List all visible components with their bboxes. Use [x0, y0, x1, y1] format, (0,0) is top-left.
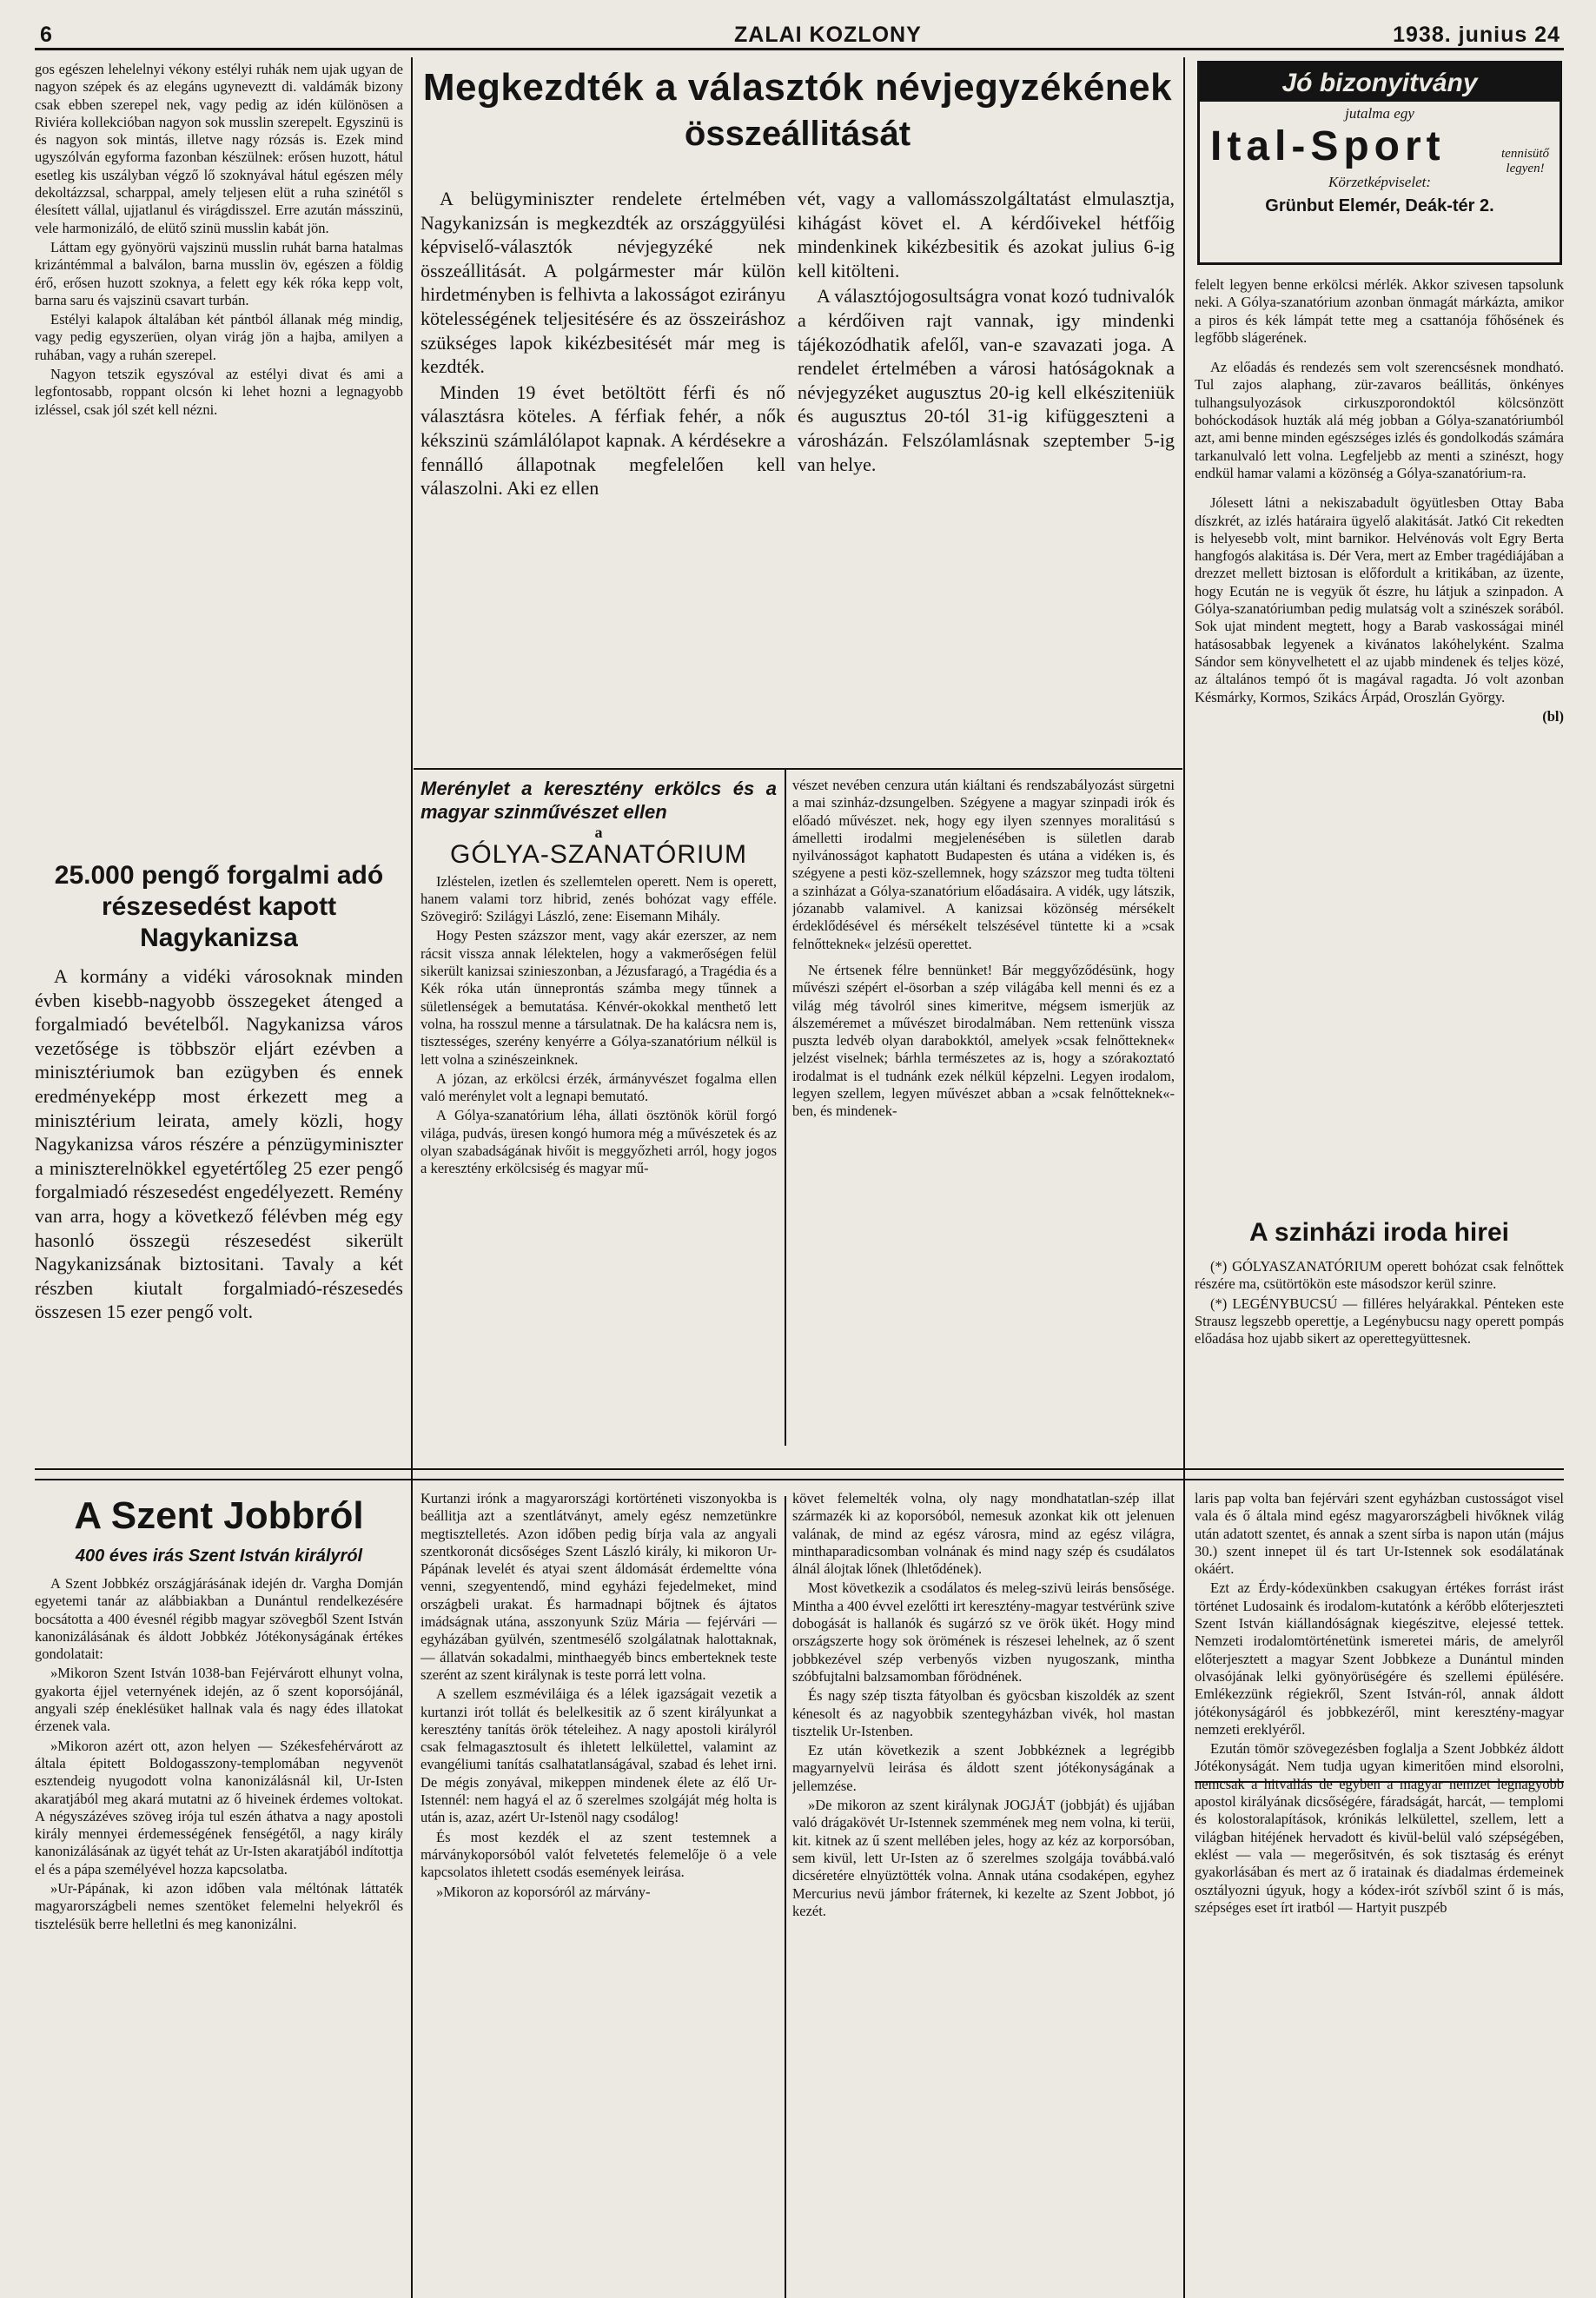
fashion-paragraph: gos egészen lehelelnyi vékony estélyi ruhák nem ujak ugyan de nagyon szépek és az elegáns ugyneveztt di. valdámák bizony csak ebben szerepel nek, vagy pedig az idén különösen a Riviéra kollekcióban nagyon sok musslin szerepelt. Egyszinü is és nagyon sok mintás, illetve nagy rózsás is. Ezek mind ugyszólván egyforma fazonban készülnek: erősen huzott, hátul esetleg kis uszályban végző lő szoknyával hátul egészen mély dekoltázzsal, scharppal, amely teljesen elüt a ruha szinétől s élesített vállal, ujjatlanul és virágdisszel. Erre azután másszinü, vele harmonizáló, de elütő szinü musslin kabát jön. — [35, 61, 403, 236]
section-rule — [35, 1468, 1564, 1470]
theatre-review-continued — [1195, 276, 1564, 1362]
ad-subtitle: jutalma egy — [1345, 105, 1414, 122]
column-rule — [785, 1496, 786, 2298]
review-paragraph: Az előadás és rendezés sem volt szerencsésnek mondható. Tul zajos alaphang, zür-zavaros beállitás, önkényes tulhangsulyozások cirkuszporondoktól kölcsönzött bohóckodások huzták alá még jobban a Gólya-szanatóriumból azt, ami benne minden egészséges izlés és gondolkodás számára tarkanulvaló lett volna. Legfeljebb az menti a szinészt, hogy endkül hamar valami a közönség a Gólya-szanatórium-ra. — [1195, 359, 1564, 481]
jobb-paragraph: »Mikoron azért ott, azon helyen — Székesfehérvárott az általa épitett Boldogasszony-templomában negyvenöt esztendeig nyugodott volna kanonizálásnál kil, Ur-Isten akaratjából meg akará mutatni az ő hiveinek érdemes voltokat. A négyszázéves szöveg irója tul eszén áthatva a nagy apostoli király mennyei érdemességének fenségétől, a nagy király kanonizálásának az ügyét tehát az Ur-Isten akaratjából indítottja el és a pápa személyével hozza kapcsolatba. — [35, 1737, 403, 1877]
review-signature: (bl) — [1542, 707, 1564, 725]
voters-paragraph: Minden 19 évet betöltött férfi és nő választásra köteles. A férfiak fehér, a nők kékszinü számlálólapot kapnak. A kérdésekre a fennálló állapotnak megfelelően kell válaszolni. Aki ez ellen — [421, 381, 785, 500]
jobb-paragraph: Ezután tömör szövegezésben foglalja a Szent Jobbkéz áldott Jótékonyságát. Nem tudja ugyan kimeritően mind elsorolni, nemcsak a hitvallás de egyben a magyar nemzet legnagyobb apostol királyának dicsőségére, fáradságát, harcát, — templomi és kolostoralapítások, krónikás lelkülettel, szellem, lett a világban hitéjének hervadott és kivül-belül való szépségében, eklést — vala — megerősitvén, és sok tisztaság és erényt gyakorlásában és mert az ő iratainak és diadalmas érdemeinek osztályozni úgyuk, hogy a kódex-irót szívből szint ő is más, szépséges eset írt iratból — Hartyit puszpéb — [1195, 1740, 1564, 1916]
merenylet-paragraph: A Gólya-szanatórium léha, állati ösztönök körül forgó világa, pudvás, üresen kongó humora még a művészetek és az olyan szabadságának hivőit is meggyőzheti arról, hogy jogos a keresztény erkölcsiség és magyar mű- — [421, 1107, 777, 1177]
theatre-office-news — [1195, 1216, 1564, 1464]
jobb-paragraph: A Szent Jobbkéz országjárásának idején dr. Vargha Domján egyetemi tanár az alábbiakban a Dunántul rendelkezésére bocsátotta a 400 évesnél régibb magyar szövegből Szent István kanonizálásának és áldott Jobbkéz Jótékonyságának értékes gondolatait: — [35, 1575, 403, 1663]
column-rule — [1183, 1496, 1185, 2298]
ad-brand: Ital-Sport — [1210, 123, 1446, 169]
fashion-paragraph: Nagyon tetszik egyszóval az estélyi divat és ami a legfontosabb, roppant olcsón ki lehet hozni a legnagyobb izléssel, csak jól szét kell nézni. — [35, 366, 403, 418]
jobb-paragraph: »Ur-Pápának, ki azon időben vala méltónak láttaték magyarországbeli nemes szentöket felemelni helyekről és tisztelésük berre helletlni és meg kanonizálni. — [35, 1880, 403, 1932]
jobb-paragraph: laris pap volta ban fejérvári szent egyházban custosságot visel vala és ő általa mind egész magyarországbeli hivőknek világ után adatott szentet, és annak a szent sírba is napon után (május 30.) szent innepet ül és tart Ur-Istennek sok esodálatának okáért. — [1195, 1490, 1564, 1578]
merenylet-paragraph: vészet nevében cenzura után kiáltani és rendszabályozást sürgetni a mai szinház-dzsungelben. Szégyene a magyar szinpadi irók és előadó művészet. nek, hogy egy ilyen szennyes moralitású s ámelletti irodalmi megjelenésében is sületlen darab nyilvánosságot kaphatott Budapesten és utána a vidéken is, és szégyene a pesti köz-szellemnek, hogy százszor meg tudta tölteni a szinházat a Gólya-szanatórium előadásaira. A vidék, ugy látszik, józanabb valamivel. A kanizsai közönség mérsékelt érdeklődésével és mérsékelt telszésével tüntette ki a »csak felnőtteknek« jelzésü operettet. — [792, 777, 1175, 952]
jobb-paragraph: A szellem eszméviláiga és a lélek igazságait vezetik a kurtanzi irót tollát és belelkesitik az ő szent királyunkat a keresztény tanítás örök tételeihez. A nagy apostoli királyról csak felmagasztosult és ihletett lelkülettel, valamint az evangéliumi tanítás csalhatatlanságával, szabad és lehet irni. De mégis zonyával, mikeppen mindenek élete az élő Ur-Istennél: nem hagyá el az ő szerelmes szolgáját még holta is után is, azaz, azért Ur-Istenöl nagy csodálog! — [421, 1685, 777, 1826]
jobb-paragraph: Ez után következik a szent Jobbkéznek a legrégibb magyarnyelvü leirása és áldott szent jótékonyságának a jellemzése. — [792, 1742, 1175, 1794]
ad-tag-line: tennisütő — [1501, 147, 1549, 161]
merenylet-headline: Merénylet a keresztény erkölcs és a magyar szinművészet ellen — [421, 778, 777, 823]
merenylet-paragraph: Ne értsenek félre bennünket! Bár meggyőződésünk, hogy művészi szépért el-ösorban a szép világába kell menni és ez a világ még távolról sines kimeritve, mégsem ismerjük az álszeméremet a művészet birodalmában. Nem rettenünk vissza puszta ledvéb olyan darabokktól, amelyek »csak felnőtteknek« jelzést viselnek; bárhla természetes az is, hogy a szórakoztató irodalmat is el tudnánk ezek nélkül képzelni. Legyen irodalom, legyen szellem, legyen művészet abban a »csak felnőtteknek«-ben, és mindenek- — [792, 961, 1175, 1120]
voters-paragraph: A választójogosultságra vonat kozó tudnivalók a kérdőiven rajt vannak, igy mindenki tájékozódhatik afelől, van-e szavazati joga. A rendelet értelmében a városi hatóságoknak a névjegyzéket augusztus 20-ig kell elkésziteniük és augusztus 20-tól 31-ig kifüggeszteni a városházán. Felszólamlásnak szeptember 5-ig van helye. — [798, 285, 1175, 475]
voters-header — [421, 64, 1175, 182]
review-paragraph: felelt legyen benne erkölcsi mérlék. Akkor szivesen tapsolunk neki. A Gólya-szanatórium azonban önmagát márkázta, amikor a piros és kék lámpát tette meg a csattanója főhősének és legfőbb slágerének. — [1195, 276, 1564, 346]
section-rule — [35, 1479, 1564, 1480]
jobb-paragraph: És most kezdék el az szent testemnek a márványkoporsóból valót felvetetés felemelője ö a vele kapcsolatos ihletett csodás események leirása. — [421, 1828, 777, 1881]
tax-article — [35, 860, 403, 1460]
fashion-paragraph: Láttam egy gyönyörü vajszinü musslin ruhát barna hatalmas krizántémmal a balválon, barna musslin öv, egészen a földig érő, erősen huzott szoknya, a felett egy kék róka kepp volt, barna saru és vajszinü csavart turbán. — [35, 238, 403, 308]
jobb-paragraph: »Mikoron az koporsóról az márvány- — [436, 1883, 651, 1900]
office-paragraph: (*) LEGÉNYBUCSÚ — filléres helyárakkal. Pénteken este Strausz legszebb operettje, a Legénybucsu nagy operett pompás előadása hoz ujabb sikert az operettegyüttesnek. — [1195, 1295, 1564, 1348]
voters-right — [798, 187, 1175, 760]
fashion-paragraph: Estélyi kalapok általában két pántból állanak még mindig, vagy pedig egyszerüen, olyan virág jön a hajba, amilyen a ruhában, vagy a ruhán szerepel. — [35, 311, 403, 363]
jobb-paragraph: »De mikoron az szent királynak JOGJÁT (jobbját) és ujjában való drágakövét Ur-Istennek szemmének meg nem volna, ki terüi, kit. kitnek az ű szent mellében jeles, hogy az kéz az korporsóban, sem kivül, lett Ur-Isten az ő szerelmes szolgája továbbá.való dicséretére elnyüztötték volna. Annak utána csodaképen, egyhez Mercurius nevü jámbor fráternek, ki kezelte az Szent Jobbot, jó kezét. — [792, 1797, 1175, 1919]
voters-paragraph: A belügyminiszter rendelete értelmében Nagykanizsán is megkezdték az országgyülési képviselő-választók névjegyzéké nek összeállitását. A polgármester már külön hirdetményben is felhivta a lakosságot ezirányu kötelességének teljesitésére és az összeiráshoz szükséges lapok kikézbesitését már meg is kezdték. — [421, 188, 785, 378]
szent-jobb-col2 — [421, 1490, 777, 2294]
jobb-paragraph: Most következik a csodálatos és meleg-szivü leirás bensősége. Mintha a 400 évvel ezelőtti irt keresztény-magyar testvérünk szive dobogását is hallanók és sugárzó sz ve örök ükét. Hogy mind országszerte hogy sok örömének is részesei lehelnek, az ő szent jobbkezével szép verbenyős vizben nyugoszank, mintha szóbfujtalni balzsamomban főrödnének. — [792, 1579, 1175, 1685]
issue-date: 1938. junius 24 — [1393, 23, 1560, 47]
jobb-headline: A Szent Jobbról — [74, 1494, 364, 1537]
running-header — [35, 12, 1564, 50]
ital-sport-ad — [1197, 61, 1562, 265]
jobb-subheadline: 400 éves irás Szent István királyról — [75, 1546, 363, 1566]
voters-left — [421, 187, 785, 760]
voters-paragraph: vét, vagy a vallomásszolgáltatást elmulasztja, kihágást követ el. A kérdőivekel hétfőig mindenkinek kikézbesitik és azokat julius 6-ig kell kitölteni. — [798, 188, 1175, 281]
office-paragraph: (*) GÓLYASZANATÓRIUM operett bohózat csak felnőttek részére ma, csütörtökön este másodszor kerül szinre. — [1195, 1258, 1564, 1293]
ad-tagline — [1501, 147, 1549, 176]
szent-jobb-article — [35, 1490, 403, 2294]
ad-title: Jó bizonyitvány — [1200, 63, 1560, 102]
voters-headline-2: összeállitását — [684, 115, 911, 153]
column-rule — [785, 768, 786, 1446]
szent-jobb-col3 — [792, 1490, 1175, 2294]
merenylet-title: GÓLYA-SZANATÓRIUM — [449, 840, 748, 870]
merenylet-paragraph: Hogy Pesten százszor ment, vagy akár ezerszer, az nem rácsit vissza annak lélektelen, hogy a vakmerőségen felül sikerült kanizsai szinieszonban, a Jézusfaragó, a Tragédia és a Kék róka után ünneprontás számba megy tűnnek a sületlenségek a bemutatása. Kénvér-okokkal menthető lett volna, ha rosszul menne a társulatnak. De ha kalácsra nem is, tisztességes, szerény kenyérre a Gólya-szanatórium nélkül is lett volna a szinészeinknek. — [421, 927, 777, 1068]
ad-shop: Grünbut Elemér, Deák-tér 2. — [1265, 196, 1494, 215]
voters-headline-1: Megkezdték a választók névjegyzékének — [422, 66, 1173, 109]
column-rule — [411, 57, 413, 2298]
jobb-paragraph: Kurtanzi irónk a magyarországi kortörténeti viszonyokba is beállitja azt a szentlátványt, amely egész nemzetünkre megtisztelletés. Azon időben pedig bírja vala az angyali szentkoronát dicsőséges Szent László király, ki mikoron Ur-Pápának levelét és atyai szent áldomását érdemeltte vóna venni, szegyentendő, mind egyházi fejedelmeket, mind országbeli urakat. És harmadnapi bőjtnek és ájtatos imádságnak utána, asszonyunk Szüz Mária — fejérvári — egyházában gyülvén, szentmesélő szolgálatnak halottaknak, — állatván sokadalmi, minthaegyéb bincs emberteknek teste szerént az szent királynak is teste porrá lett volna. — [421, 1490, 777, 1683]
merenylet-article — [421, 777, 777, 1463]
merenylet-paragraph: A józan, az erkölcsi érzék, ármányvészet fogalma ellen való merénylet volt a legnapi bemutató. — [421, 1070, 777, 1105]
fashion-article — [35, 61, 403, 825]
merenylet-paragraph: Izléstelen, izetlen és szellemtelen operett. Nem is operett, hanem valami torz hibrid, zenés bohózat vagy efféle. Szövegirő: Szilágyi László, zene: Eisemann Mihály. — [421, 872, 777, 925]
section-rule — [414, 768, 1182, 770]
tax-paragraph: A kormány a vidéki városoknak minden évben kisebb-nagyobb összegeket átenged a forgalmiadó bevételből. Nagykanizsa város vezetősége is többször eljárt ezévben a minisztériumok ban ezügyben és ennek eredményeképp most érkezett meg a minisztérium leirata, amely közli, hogy Nagykanizsa város részére a pénzügyminiszter a miniszterelnökkel egyetértőleg 25 ezer pengő forgalmiadó részesedést engedélyezett. Remény van arra, hogy a következő félévben még egy hasonló összegü részesedést sikerült Nagykanizsának biztositani. Tavaly a két részben kiutalt forgalmiadó-részesedés összesen 15 ezer pengő volt. — [35, 965, 403, 1323]
ad-shop-label: Körzetképviselet: — [1328, 174, 1431, 190]
szent-jobb-col4 — [1195, 1490, 1564, 2294]
merenylet-article-continued — [792, 777, 1175, 1463]
jobb-paragraph: Ezt az Érdy-kódexünkben csakugyan értékes forrást irást történet Ludosaink és irodalom-kutatónk a kérőbb előterjeszteti Szent István kiállandóságnak kiegészitve, elejessé tettek. Nemzeti irodalomtörténetünk ismeretei máris, de amelyről előterjesztett a magyar Szent Jobbkeze a Dunántul minden olvasójának lelki gyönyörüségére és szellemi épülésére. Emlékezzünk régiekről, Szent István-ról, annak áldott jótékonyságáról és jobbkezéről, mint keresztény-magyar nemzeti ereklyéről. — [1195, 1579, 1564, 1738]
tax-headline: 25.000 pengő forgalmi adó részesedést kapott Nagykanizsa — [54, 861, 384, 952]
office-headline: A szinházi iroda hirei — [1249, 1218, 1509, 1247]
jobb-paragraph: »Mikoron Szent István 1038-ban Fejérvárott elhunyt volna, gyakorta éjjel veternyének idején, az ő szent koporsójánál, angyali szép éneklésüket hallnak vala és nagy édes illatokat érzenek vala. — [35, 1665, 403, 1735]
page-number: 6 — [40, 23, 53, 47]
jobb-paragraph: követ felemelték volna, oly nagy mondhatatlan-szép illat származék ki az koporsóból, nemesuk azonkat kik ott jelenuen valának, de mind az egész városra, mind az egész világra, minthaparadicsomban volnának és mind nagy szép és csudálatos álnál álojtak lőnek (lhletődének). — [792, 1490, 1175, 1578]
review-paragraph: Jólesett látni a nekiszabadult ögyütlesben Ottay Baba díszkrét, az izlés határaira ügyelő alakitását. Jatkó Cit rekedten is helyesebb volt, mint barnikor. Helvénovás volt Egry Berta hangfogós alakitása is. Dér Vera, mert az Ember tragédiájában a drezzet mellett biztosan is előfordult a kritikában, az üzente, hogy Ecután ne is vegyük őt észre, hu látjuk a szinpadon. A Gólya-szanatóriumban pedig mulatság volt a szinészek sorából. Sok ujat mindent megtett, hogy a Barab vaskosságai minél hatásosabbak legyenek a kivánatos lakóhelyként. Szalma Sándor sem könyvelhetett el az ujabb mindenek és teljes közé, az általános tempó őt is magával ragadta. Jó volt azonban Késmárky, Kormos, Szikács Árpád, Oroszlán György. — [1195, 494, 1564, 705]
merenylet-connector: a — [594, 824, 603, 841]
paper-name: ZALAI KOZLONY — [734, 23, 922, 47]
ad-tag-line: legyen! — [1506, 162, 1545, 175]
jobb-paragraph: És nagy szép tiszta fátyolban és gyöcsban kiszoldék az szent kénesolt és az nagyobbik szentegyházban vivék, hol mastan tisztelik Ur-Istenben. — [792, 1687, 1175, 1739]
